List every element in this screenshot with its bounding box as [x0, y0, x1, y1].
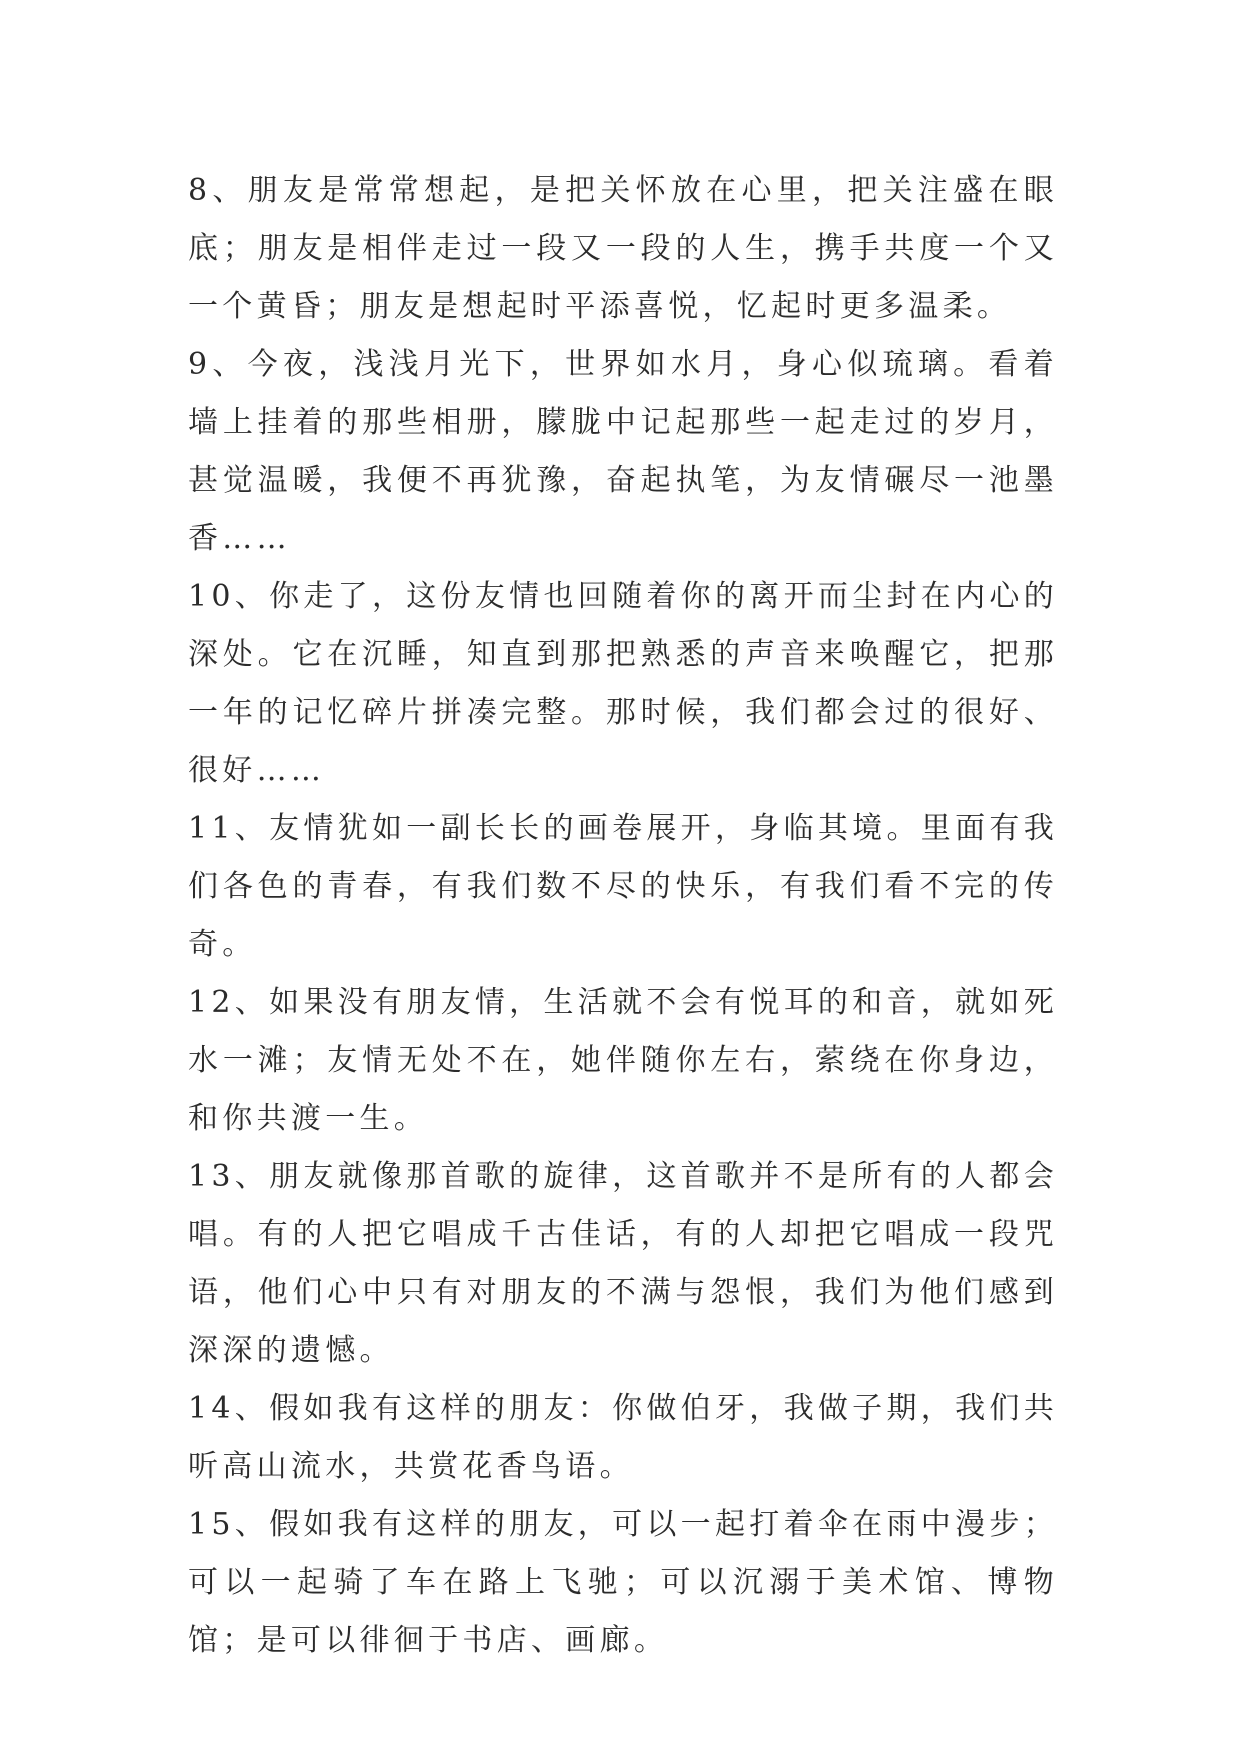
paragraph-14: 14、假如我有这样的朋友：你做伯牙，我做子期，我们共听高山流水，共赏花香鸟语。 [188, 1391, 1058, 1484]
paragraph-11: 11、友情犹如一副长长的画卷展开，身临其境。里面有我们各色的青春，有我们数不尽的快乐，有我们看不完的传奇。 [188, 811, 1058, 962]
paragraph-15: 15、假如我有这样的朋友，可以一起打着伞在雨中漫步；可以一起骑了车在路上飞驰；可以沉溺于美术馆、博物馆；是可以徘徊于书店、画廊。 [188, 1507, 1058, 1658]
paragraph-12: 12、如果没有朋友情，生活就不会有悦耳的和音，就如死水一滩；友情无处不在，她伴随你左右，萦绕在你身边，和你共渡一生。 [188, 985, 1058, 1136]
paragraph-8: 8、朋友是常常想起，是把关怀放在心里，把关注盛在眼底；朋友是相伴走过一段又一段的人生，携手共度一个又一个黄昏；朋友是想起时平添喜悦，忆起时更多温柔。 [188, 173, 1058, 324]
paragraph-9: 9、今夜，浅浅月光下，世界如水月，身心似琉璃。看着墙上挂着的那些相册，朦胧中记起那些一起走过的岁月，甚觉温暖，我便不再犹豫，奋起执笔，为友情碾尽一池墨香…… [188, 347, 1058, 556]
paragraph-13: 13、朋友就像那首歌的旋律，这首歌并不是所有的人都会唱。有的人把它唱成千古佳话，有的人却把它唱成一段咒语，他们心中只有对朋友的不满与怨恨，我们为他们感到深深的遗憾。 [188, 1159, 1058, 1368]
paragraph-10: 10、你走了，这份友情也回随着你的离开而尘封在内心的深处。它在沉睡，知直到那把熟悉的声音来唤醒它，把那一年的记忆碎片拼凑完整。那时候，我们都会过的很好、很好…… [188, 579, 1058, 788]
document-body [188, 162, 1058, 1670]
